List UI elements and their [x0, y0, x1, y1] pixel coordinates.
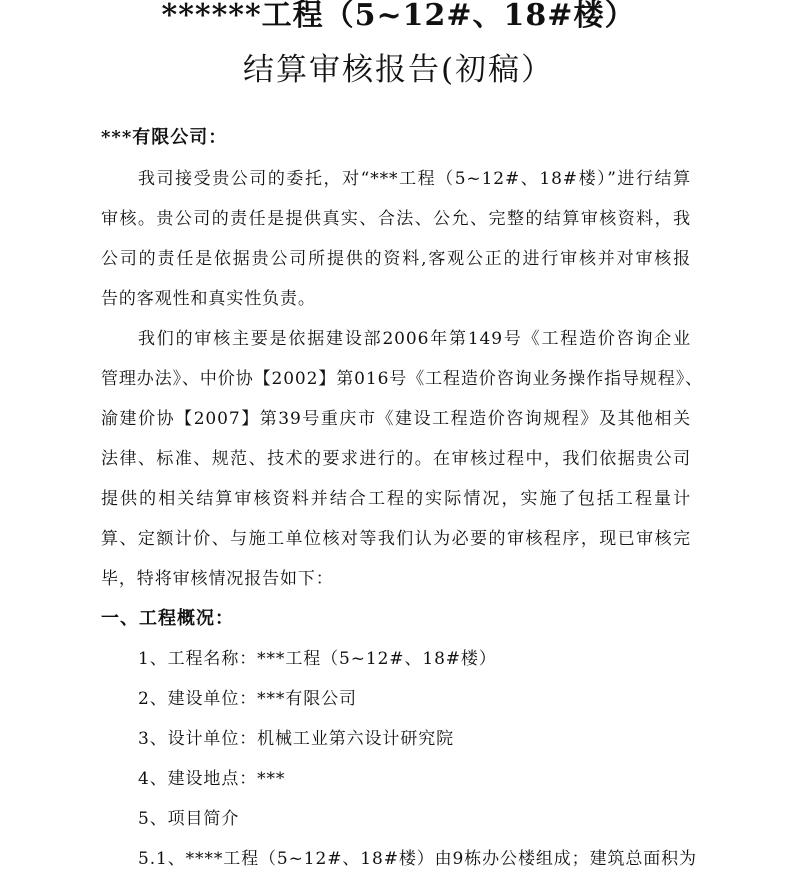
paragraph2-line: 法律、标准、规范、技术的要求进行的。在审核过程中，我们依据贵公司: [101, 449, 691, 469]
paragraph2-line: 提供的相关结算审核资料并结合工程的实际情况，实施了包括工程量计: [101, 489, 691, 509]
list-item: 5、项目简介: [138, 809, 240, 829]
list-item: 1、工程名称：***工程（5~12#、18#楼）: [138, 649, 497, 669]
list-item: 2、建设单位：***有限公司: [138, 689, 357, 709]
report-title-line2: 结算审核报告(初稿）: [242, 52, 555, 88]
paragraph2-line: 算、定额计价、与施工单位核对等我们认为必要的审核程序，现已审核完: [101, 529, 691, 549]
paragraph2-line: 我们的审核主要是依据建设部2006年第149号《工程造价咨询企业: [138, 329, 691, 349]
addressee: ***有限公司：: [101, 127, 228, 148]
section-heading: 一、工程概况：: [101, 608, 234, 629]
list-item: 4、建设地点：***: [138, 769, 286, 789]
report-title-line1: ******工程（5~12#、18#楼）: [161, 0, 636, 33]
paragraph2-line: 渝建价协【2007】第39号重庆市《建设工程造价咨询规程》及其他相关: [101, 409, 691, 429]
paragraph2-line: 管理办法》、中价协【2002】第016号《工程造价咨询业务操作指导规程》、: [101, 369, 704, 389]
paragraph1-line: 告的客观性和真实性负责。: [101, 289, 316, 309]
paragraph1-line: 我司接受贵公司的委托，对“***工程（5~12#、18#楼）”进行结算: [138, 169, 691, 189]
list-item: 3、设计单位：机械工业第六设计研究院: [138, 729, 455, 749]
paragraph1-line: 公司的责任是依据贵公司所提供的资料,客观公正的进行审核并对审核报: [101, 249, 691, 269]
paragraph2-line: 毕，特将审核情况报告如下：: [101, 569, 334, 589]
list-item: 5.1、****工程（5~12#、18#楼）由9栋办公楼组成；建筑总面积为: [138, 849, 697, 869]
paragraph1-line: 审核。贵公司的责任是提供真实、合法、公允、完整的结算审核资料，我: [101, 209, 691, 229]
